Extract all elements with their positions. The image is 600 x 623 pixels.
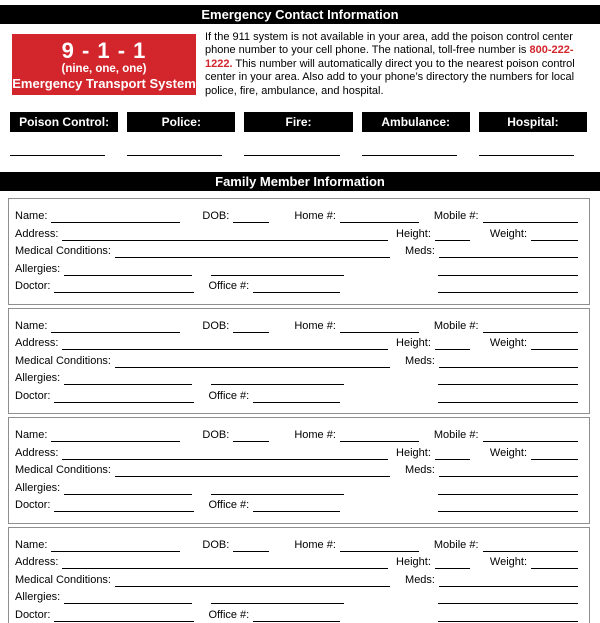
address-label: Address: bbox=[15, 337, 59, 349]
police-label: Police: bbox=[127, 112, 235, 132]
address-line bbox=[62, 240, 388, 241]
home-phone-line bbox=[340, 332, 419, 333]
doctor-line bbox=[54, 621, 194, 622]
office-phone-label: Office #: bbox=[208, 389, 250, 402]
mobile-phone-label: Mobile #: bbox=[433, 319, 479, 332]
mobile-phone-line bbox=[483, 222, 578, 223]
instructions-text-after: This number will automatically direct you to the nearest poison control center in your area. Also add to your phone’s directory the numbers for local police, fire, ambulance, and hospital. bbox=[205, 57, 575, 97]
medical-conditions-label: Medical Conditions: bbox=[15, 245, 111, 257]
fire-blank-line bbox=[244, 155, 339, 156]
home-phone-line bbox=[340, 222, 419, 223]
member-row-address bbox=[15, 554, 578, 572]
height-label: Height: bbox=[396, 556, 431, 568]
name-line bbox=[51, 332, 180, 333]
office-phone-label: Office #: bbox=[208, 499, 250, 511]
office-phone-label: Office #: bbox=[208, 608, 250, 621]
poison-control-label: Poison Control: bbox=[10, 112, 118, 132]
member-row-doctor bbox=[15, 388, 578, 406]
dob-line bbox=[233, 441, 269, 442]
allergies-line-2 bbox=[211, 494, 344, 495]
meds-line-3 bbox=[438, 621, 578, 622]
allergies-label: Allergies: bbox=[15, 372, 61, 384]
home-phone-label: Home #: bbox=[294, 210, 336, 222]
weight-label: Weight: bbox=[489, 227, 527, 240]
hospital-blank-line bbox=[479, 155, 574, 156]
address-line bbox=[62, 459, 388, 460]
hospital-label: Hospital: bbox=[479, 112, 587, 132]
911-badge bbox=[12, 34, 196, 95]
911-number: 9 - 1 - 1 bbox=[61, 37, 147, 63]
height-line bbox=[435, 240, 470, 241]
medical-conditions-label: Medical Conditions: bbox=[15, 573, 111, 586]
contact-police bbox=[127, 112, 235, 156]
medical-conditions-line bbox=[115, 257, 390, 258]
member-row-allergies bbox=[15, 261, 578, 279]
weight-line bbox=[531, 349, 578, 350]
family-member-card bbox=[8, 527, 590, 623]
emergency-contact-title: Emergency Contact Information bbox=[201, 7, 399, 22]
emergency-contacts-row bbox=[10, 112, 587, 156]
meds-label: Meds: bbox=[405, 573, 435, 586]
doctor-line bbox=[54, 402, 194, 403]
meds-line-2 bbox=[438, 275, 578, 276]
office-phone-line bbox=[253, 402, 340, 403]
weight-line bbox=[531, 459, 578, 460]
name-line bbox=[51, 222, 180, 223]
medical-conditions-line bbox=[115, 476, 390, 477]
mobile-phone-label: Mobile #: bbox=[433, 429, 479, 441]
home-phone-line bbox=[340, 441, 419, 442]
member-row-doctor bbox=[15, 497, 578, 515]
meds-label: Meds: bbox=[405, 354, 435, 367]
medical-conditions-label: Medical Conditions: bbox=[15, 354, 111, 367]
dob-label: DOB: bbox=[202, 429, 230, 441]
contact-hospital bbox=[479, 112, 587, 156]
member-row-doctor bbox=[15, 278, 578, 296]
doctor-label: Doctor: bbox=[15, 389, 51, 402]
member-row-address bbox=[15, 445, 578, 463]
height-label: Height: bbox=[396, 337, 431, 349]
meds-line-3 bbox=[438, 402, 578, 403]
police-blank-line bbox=[127, 155, 222, 156]
dob-label: DOB: bbox=[202, 538, 230, 551]
name-label: Name: bbox=[15, 538, 48, 551]
address-line bbox=[62, 349, 388, 350]
weight-line bbox=[531, 240, 578, 241]
dob-line bbox=[233, 332, 269, 333]
meds-line-2 bbox=[438, 494, 578, 495]
allergies-line bbox=[64, 275, 192, 276]
member-row-name bbox=[15, 318, 578, 336]
ambulance-label: Ambulance: bbox=[362, 112, 470, 132]
member-row-medical bbox=[15, 572, 578, 590]
name-line bbox=[51, 551, 180, 552]
medical-conditions-line bbox=[115, 586, 390, 587]
meds-label: Meds: bbox=[405, 464, 435, 476]
ambulance-blank-line bbox=[362, 155, 457, 156]
allergies-line-2 bbox=[211, 275, 344, 276]
height-line bbox=[435, 459, 470, 460]
weight-label: Weight: bbox=[489, 556, 527, 568]
allergies-line-2 bbox=[211, 384, 344, 385]
member-row-allergies bbox=[15, 480, 578, 498]
address-label: Address: bbox=[15, 556, 59, 568]
address-line bbox=[62, 568, 388, 569]
member-row-name bbox=[15, 208, 578, 226]
dob-line bbox=[233, 551, 269, 552]
office-phone-line bbox=[253, 511, 340, 512]
fire-label: Fire: bbox=[244, 112, 352, 132]
address-label: Address: bbox=[15, 446, 59, 459]
poison-control-phone-number: 800-222-1222. bbox=[205, 44, 574, 70]
doctor-label: Doctor: bbox=[15, 499, 51, 511]
contact-poison-control bbox=[10, 112, 118, 156]
meds-line-2 bbox=[438, 603, 578, 604]
home-phone-label: Home #: bbox=[294, 429, 336, 441]
allergies-line bbox=[64, 494, 192, 495]
home-phone-label: Home #: bbox=[294, 538, 336, 551]
doctor-label: Doctor: bbox=[15, 608, 51, 621]
family-member-header-bar bbox=[0, 172, 600, 191]
member-row-medical bbox=[15, 462, 578, 480]
meds-line bbox=[439, 367, 578, 368]
office-phone-line bbox=[253, 621, 340, 622]
address-label: Address: bbox=[15, 227, 59, 240]
office-phone-line bbox=[253, 292, 340, 293]
allergies-label: Allergies: bbox=[15, 481, 61, 494]
poison-control-instructions bbox=[205, 31, 593, 98]
meds-line bbox=[439, 586, 578, 587]
dob-label: DOB: bbox=[202, 210, 230, 222]
office-phone-label: Office #: bbox=[208, 280, 250, 292]
member-row-allergies bbox=[15, 589, 578, 607]
medical-conditions-line bbox=[115, 367, 390, 368]
medical-conditions-label: Medical Conditions: bbox=[15, 464, 111, 476]
member-row-allergies bbox=[15, 370, 578, 388]
name-line bbox=[51, 441, 180, 442]
family-member-card bbox=[8, 308, 590, 415]
meds-line-2 bbox=[438, 384, 578, 385]
mobile-phone-line bbox=[483, 332, 578, 333]
meds-line bbox=[439, 476, 578, 477]
home-phone-label: Home #: bbox=[294, 319, 336, 332]
meds-line-3 bbox=[438, 292, 578, 293]
mobile-phone-label: Mobile #: bbox=[433, 210, 479, 222]
911-subtitle: Emergency Transport System bbox=[12, 75, 196, 91]
member-row-address bbox=[15, 226, 578, 244]
height-label: Height: bbox=[396, 446, 431, 459]
member-row-address bbox=[15, 335, 578, 353]
doctor-line bbox=[54, 511, 194, 512]
meds-line bbox=[439, 257, 578, 258]
member-row-medical bbox=[15, 353, 578, 371]
dob-label: DOB: bbox=[202, 319, 230, 332]
allergies-line bbox=[64, 384, 192, 385]
name-label: Name: bbox=[15, 210, 48, 222]
family-member-title: Family Member Information bbox=[215, 174, 385, 189]
allergies-line-2 bbox=[211, 603, 344, 604]
member-row-name bbox=[15, 427, 578, 445]
member-row-name bbox=[15, 537, 578, 555]
member-row-doctor bbox=[15, 607, 578, 623]
mobile-phone-line bbox=[483, 551, 578, 552]
instructions-text-before: If the 911 system is not available in your area, add the poison control center phone number to your cell phone. The national, toll-free number is bbox=[205, 31, 573, 57]
family-member-card bbox=[8, 417, 590, 524]
doctor-label: Doctor: bbox=[15, 280, 51, 292]
height-line bbox=[435, 568, 470, 569]
meds-label: Meds: bbox=[405, 245, 435, 257]
poison-control-blank-line bbox=[10, 155, 105, 156]
height-label: Height: bbox=[396, 227, 431, 240]
allergies-line bbox=[64, 603, 192, 604]
allergies-label: Allergies: bbox=[15, 591, 61, 603]
emergency-contact-header-bar bbox=[0, 5, 600, 24]
weight-label: Weight: bbox=[489, 446, 527, 459]
family-members bbox=[0, 198, 600, 623]
weight-line bbox=[531, 568, 578, 569]
height-line bbox=[435, 349, 470, 350]
contact-fire bbox=[244, 112, 352, 156]
dob-line bbox=[233, 222, 269, 223]
home-phone-line bbox=[340, 551, 419, 552]
allergies-label: Allergies: bbox=[15, 262, 61, 275]
mobile-phone-label: Mobile #: bbox=[433, 538, 479, 551]
name-label: Name: bbox=[15, 319, 48, 332]
meds-line-3 bbox=[438, 511, 578, 512]
member-row-medical bbox=[15, 243, 578, 261]
911-words: (nine, one, one) bbox=[61, 62, 147, 75]
weight-label: Weight: bbox=[489, 337, 527, 349]
doctor-line bbox=[54, 292, 194, 293]
family-member-card bbox=[8, 198, 590, 305]
contact-ambulance bbox=[362, 112, 470, 156]
mobile-phone-line bbox=[483, 441, 578, 442]
name-label: Name: bbox=[15, 429, 48, 441]
